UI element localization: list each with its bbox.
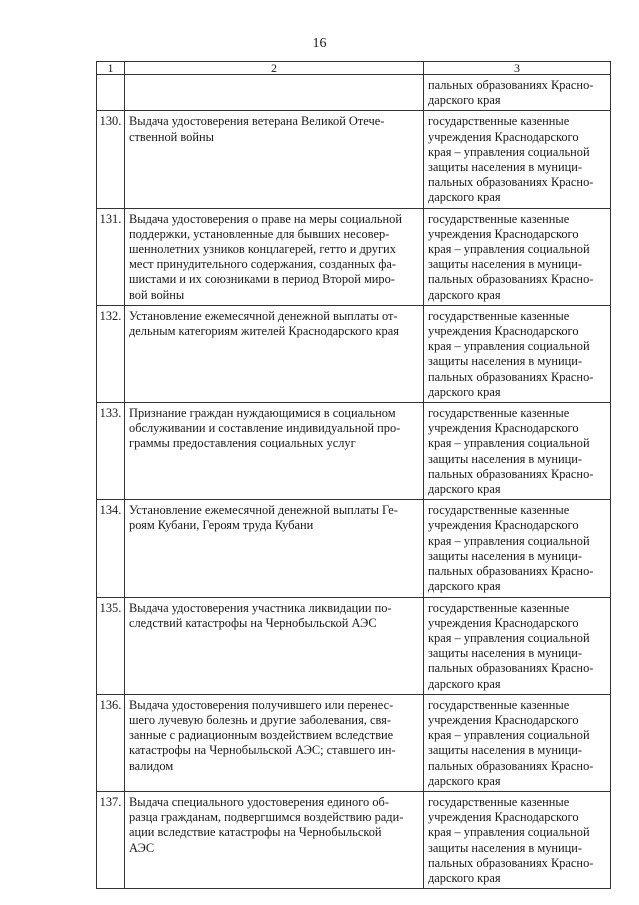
- organization-line: государственные казенные: [428, 697, 570, 712]
- organization-line: защиты населения в муници-: [428, 451, 583, 466]
- service-cell: [125, 208, 424, 305]
- organization-line: учреждения Краснодарского: [428, 518, 579, 533]
- organization-cell: [424, 208, 611, 305]
- service-line: занные с радиационным воздействием вследствие: [129, 728, 394, 743]
- organization-line: государственные казенные: [428, 308, 570, 323]
- service-line: шеннолетних узников концлагерей, гетто и других: [129, 242, 396, 257]
- service-cell: [125, 597, 424, 694]
- organization-line: пальных образованиях Красно-: [428, 758, 594, 773]
- service-line: Выдача удостоверения получившего или перенес-: [129, 697, 394, 712]
- organization-line: края – управления социальной: [428, 339, 590, 354]
- table-row: [97, 694, 611, 791]
- service-line: поддержки, установленные для бывших несовер-: [129, 226, 390, 241]
- organization-line: края – управления социальной: [428, 436, 590, 451]
- organization-cell: [424, 791, 611, 888]
- service-line: Установление ежемесячной денежной выплаты Ге-: [129, 503, 398, 518]
- organization-line: учреждения Краснодарского: [428, 615, 579, 630]
- organization-line: дарского края: [428, 287, 501, 302]
- service-line: шистами и их союзниками в период Второй миро-: [129, 272, 395, 287]
- service-cell: [125, 791, 424, 888]
- organization-line: дарского края: [428, 579, 501, 594]
- organization-line: защиты населения в муници-: [428, 160, 583, 175]
- organization-line: государственные казенные: [428, 794, 570, 809]
- organization-line: пальных образованиях Красно-: [428, 175, 594, 190]
- organization-line: защиты населения в муници-: [428, 840, 583, 855]
- service-line: катастрофы на Чернобыльской АЭС; ставшего ин-: [129, 743, 396, 758]
- service-line: вой войны: [129, 287, 185, 302]
- organization-cell: [424, 75, 611, 111]
- service-cell: [125, 694, 424, 791]
- table-row: [97, 597, 611, 694]
- organization-line: пальных образованиях Красно-: [428, 272, 594, 287]
- service-cell: [125, 403, 424, 500]
- service-line: дельным категориям жителей Краснодарского края: [129, 324, 399, 339]
- row-number: 134.: [97, 500, 125, 597]
- row-number: 136.: [97, 694, 125, 791]
- column-header-organization: 3: [424, 62, 611, 75]
- service-line: Выдача удостоверения участника ликвидации по-: [129, 600, 392, 615]
- row-number: 132.: [97, 305, 125, 402]
- organization-line: пальных образованиях Красно-: [428, 661, 594, 676]
- service-line: АЭС: [129, 840, 155, 855]
- organization-cell: [424, 305, 611, 402]
- organization-line: государственные казенные: [428, 114, 570, 129]
- service-line: роям Кубани, Героям труда Кубани: [129, 518, 314, 533]
- row-number: 130.: [97, 111, 125, 208]
- row-number: 131.: [97, 208, 125, 305]
- organization-line: защиты населения в муници-: [428, 354, 583, 369]
- service-line: мест принудительного содержания, созданных фа-: [129, 257, 396, 272]
- table-row: [97, 305, 611, 402]
- organization-line: дарского края: [428, 482, 501, 497]
- organization-line: края – управления социальной: [428, 144, 590, 159]
- service-line: шего лучевую болезнь и другие заболевания, свя-: [129, 712, 391, 727]
- row-number: [97, 75, 125, 111]
- organization-line: государственные казенные: [428, 211, 570, 226]
- service-line: Выдача специального удостоверения единого об-: [129, 794, 389, 809]
- organization-line: пальных образованиях Красно-: [428, 855, 594, 870]
- organization-cell: [424, 403, 611, 500]
- organization-line: учреждения Краснодарского: [428, 712, 579, 727]
- organization-line: защиты населения в муници-: [428, 257, 583, 272]
- organization-line: дарского края: [428, 384, 501, 399]
- service-line: следствий катастрофы на Чернобыльской АЭС: [129, 615, 377, 630]
- organization-line: края – управления социальной: [428, 825, 590, 840]
- organization-line: дарского края: [428, 190, 501, 205]
- table-row: [97, 500, 611, 597]
- organization-line: учреждения Краснодарского: [428, 324, 579, 339]
- organization-cell: [424, 111, 611, 208]
- service-line: Выдача удостоверения ветерана Великой Отече-: [129, 114, 385, 129]
- table-row: [97, 791, 611, 888]
- continuation-row: [97, 75, 611, 111]
- service-line: ственной войны: [129, 129, 214, 144]
- row-number: 133.: [97, 403, 125, 500]
- organization-line: учреждения Краснодарского: [428, 226, 579, 241]
- service-line: граммы предоставления социальных услуг: [129, 436, 356, 451]
- organization-line: дарского края: [428, 773, 501, 788]
- service-cell: [125, 500, 424, 597]
- organization-line: учреждения Краснодарского: [428, 810, 579, 825]
- table-row: [97, 111, 611, 208]
- organization-cell: [424, 694, 611, 791]
- page-number: 16: [312, 36, 327, 51]
- organization-line: государственные казенные: [428, 600, 570, 615]
- organization-line: государственные казенные: [428, 406, 570, 421]
- service-line: Признание граждан нуждающимися в социальном: [129, 406, 396, 421]
- service-cell: [125, 75, 424, 111]
- service-cell: [125, 305, 424, 402]
- column-header-number: 1: [97, 62, 125, 75]
- organization-line: государственные казенные: [428, 503, 570, 518]
- column-header-service: 2: [125, 62, 424, 75]
- service-cell: [125, 111, 424, 208]
- organization-line: пальных образованиях Красно-: [428, 78, 594, 92]
- organization-line: дарского края: [428, 676, 501, 691]
- organization-line: края – управления социальной: [428, 630, 590, 645]
- service-line: ации вследствие катастрофы на Чернобыльской: [129, 825, 382, 840]
- organization-cell: [424, 500, 611, 597]
- organization-line: защиты населения в муници-: [428, 548, 583, 563]
- organization-line: защиты населения в муници-: [428, 743, 583, 758]
- service-line: Выдача удостоверения о праве на меры социальной: [129, 211, 402, 226]
- table-row: [97, 403, 611, 500]
- organization-line: пальных образованиях Красно-: [428, 564, 594, 579]
- organization-line: дарского края: [428, 870, 501, 885]
- organization-line: пальных образованиях Красно-: [428, 466, 594, 481]
- organization-line: края – управления социальной: [428, 242, 590, 257]
- row-number: 135.: [97, 597, 125, 694]
- service-line: Установление ежемесячной денежной выплаты от-: [129, 308, 398, 323]
- organization-cell: [424, 597, 611, 694]
- row-number: 137.: [97, 791, 125, 888]
- table-header-row: [97, 62, 611, 75]
- organization-line: края – управления социальной: [428, 533, 590, 548]
- services-table: [96, 61, 611, 889]
- organization-line: дарского края: [428, 93, 501, 108]
- organization-line: края – управления социальной: [428, 728, 590, 743]
- table-row: [97, 208, 611, 305]
- service-line: валидом: [129, 758, 174, 773]
- service-line: обслуживании и составление индивидуальной про-: [129, 421, 401, 436]
- organization-line: учреждения Краснодарского: [428, 129, 579, 144]
- organization-line: защиты населения в муници-: [428, 646, 583, 661]
- organization-line: пальных образованиях Красно-: [428, 369, 594, 384]
- organization-line: учреждения Краснодарского: [428, 421, 579, 436]
- service-line: разца гражданам, подвергшимся воздействию ради-: [129, 810, 404, 825]
